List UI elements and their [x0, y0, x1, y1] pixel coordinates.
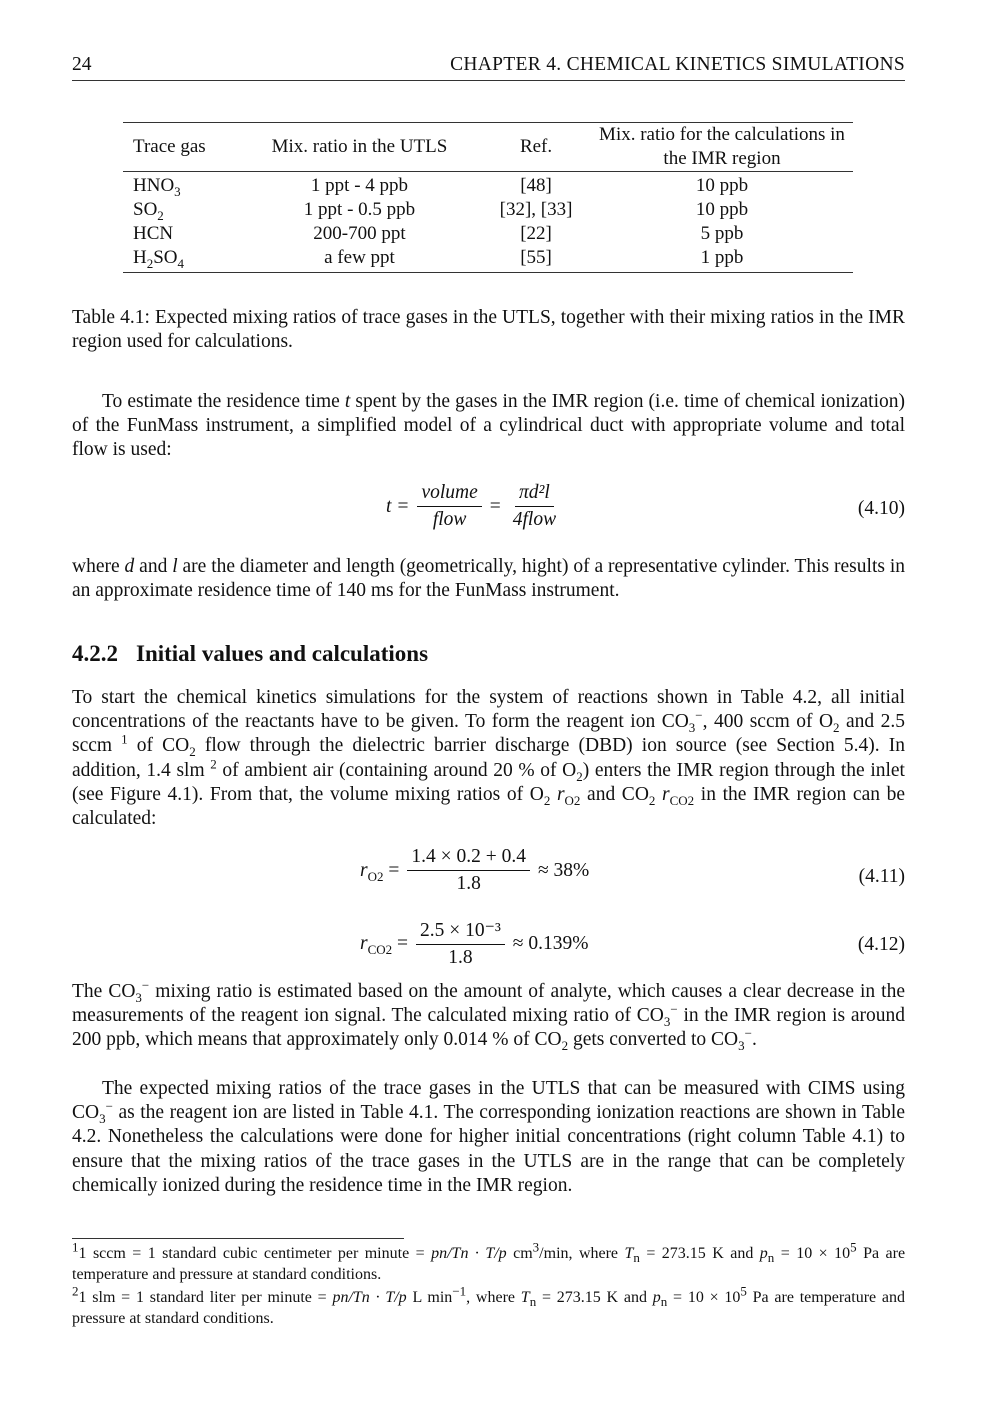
text-run: spent by the gases in the IMR region (i.e. time of chemical ionization) of the FunMass instrument, a simplified model of a cylindrical duct with appropriate volume and total flow is used:	[72, 391, 905, 461]
section-title: Initial values and calculations	[136, 641, 429, 666]
text-run: 2	[72, 1283, 79, 1299]
cell-calc: 1 ppb	[591, 246, 853, 273]
eq-lhs: t =	[386, 495, 410, 517]
text-run: of CO	[127, 735, 190, 757]
text-run: HNO	[133, 175, 175, 196]
text-run: The CO	[72, 981, 136, 1002]
text-run: 1 sccm = 1 standard cubic centimeter per minute =	[78, 1245, 432, 1262]
text-run: pn/Tn · T/p	[332, 1289, 407, 1306]
text-run: d	[124, 556, 135, 577]
text-run: To start the chemical kinetics simulations for the system of reactions shown in Table 4.2, all initial concentrations of the reactants have to be given. To form the reagent ion CO	[72, 687, 905, 733]
cell-utls: a few ppt	[238, 246, 481, 273]
table-caption	[72, 306, 905, 354]
text-run: , where	[466, 1289, 521, 1306]
text-run: where	[72, 556, 125, 577]
text-run: = 273.15 K and	[639, 1245, 760, 1262]
text-run: Table 4.1: Expected mixing ratios of trace gases in the UTLS, together with their mixing ratios in the IMR region used for calculations.	[72, 307, 905, 353]
col-header: Mix. ratio for the calculations in the IMR region	[591, 123, 853, 172]
text-run: and 2.5 sccm	[72, 711, 905, 757]
text-run: in the IMR region can be calculated:	[72, 783, 906, 830]
text-run: Pa are temperature and pressure at standard conditions.	[72, 1245, 906, 1283]
cell-ref: [55]	[481, 246, 591, 273]
text-run: 3	[738, 1038, 745, 1054]
text-run: n	[633, 1250, 640, 1266]
text-run: are the diameter and length (geometrically, hight) of a representative cylinder. This results in an approximate residence time of 140 ms for the FunMass instrument.	[72, 556, 905, 602]
eq-denominator: 1.8	[456, 873, 481, 894]
cell-ref: [22]	[520, 223, 552, 244]
text-run: −	[744, 1025, 752, 1041]
cell-utls: 1 ppt - 0.5 ppb	[303, 199, 416, 220]
text-run: of ambient air (containing around 20 % of O	[216, 759, 577, 781]
footnote-rule	[72, 1238, 404, 1239]
text-run: 5	[850, 1239, 857, 1255]
text-run: r	[662, 783, 670, 805]
text-run: 2	[157, 207, 164, 223]
text-run: in the IMR region is around 200 ppb, which means that approximately only 0.014 % of CO	[72, 1005, 905, 1051]
text-run: 2	[543, 792, 551, 808]
eq-rhs: ≈ 0.139%	[512, 932, 589, 954]
col-header: Trace gas	[123, 123, 238, 172]
equation-number: (4.10)	[857, 498, 905, 519]
eq-numerator: volume	[417, 482, 481, 507]
eq-rhs: ≈ 38%	[537, 859, 590, 881]
text-run	[550, 784, 557, 805]
text-run: −	[695, 707, 703, 723]
text-run: 3	[174, 183, 181, 199]
cell-gas	[123, 222, 238, 246]
eq-numerator: πd²l	[515, 482, 554, 507]
cell-calc: 5 ppb	[700, 223, 744, 244]
running-header	[72, 54, 905, 81]
text-run: T	[520, 1289, 530, 1306]
text-run: SO	[133, 199, 158, 220]
text-run: 2	[210, 756, 217, 772]
cell-calc: 10 ppb	[695, 175, 749, 196]
text-run: p	[759, 1245, 768, 1262]
section-number: 4.2.2	[72, 641, 118, 666]
equation-number: (4.12)	[857, 934, 905, 955]
text-run: n	[529, 1294, 537, 1310]
text-run: Pa are temperature and pressure at standard conditions.	[72, 1289, 906, 1327]
text-run: , 400 sccm of O	[702, 711, 834, 733]
chapter-title: CHAPTER 4. CHEMICAL KINETICS SIMULATIONS	[450, 54, 905, 75]
text-run: and CO	[580, 783, 649, 805]
text-run: L min	[406, 1289, 453, 1306]
text-run: 2	[833, 720, 840, 736]
text-run: T	[624, 1245, 634, 1262]
table-row	[123, 198, 853, 222]
text-run: mixing ratio is estimated based on the amount of analyte, which causes a clear decrease in the measurements of the reagent ion signal. The calculated mixing ratio of CO	[72, 981, 905, 1027]
text-run: p	[652, 1289, 661, 1306]
equation-number: (4.11)	[858, 866, 905, 887]
text-run: n	[660, 1294, 668, 1310]
table-row	[123, 172, 853, 199]
text-run: HCN	[133, 223, 174, 244]
equation-4-10	[386, 482, 568, 531]
text-run: l	[172, 556, 178, 577]
paragraph	[72, 686, 905, 831]
cell-calc: 10 ppb	[695, 199, 749, 220]
text-run: −1	[452, 1283, 467, 1299]
text-run: CO2	[669, 792, 695, 808]
text-run: and	[134, 556, 173, 577]
text-run: 2	[576, 768, 583, 784]
text-run: 1	[72, 1239, 79, 1255]
eq-denominator: flow	[432, 509, 467, 530]
text-run: = 10 × 10	[667, 1289, 741, 1306]
text-run: 3	[663, 1014, 671, 1030]
eq-denominator: 4flow	[512, 509, 557, 530]
eq-numerator: 2.5 × 10⁻³	[416, 918, 505, 945]
text-run: ) enters the IMR region through the inlet (see Figure 4.1). From that, the volume mixing ratios of O	[72, 759, 905, 805]
eq-lhs: $r_{O2}$	[360, 859, 384, 884]
text-run: The expected mixing ratios of the trace gases in the UTLS that can be measured with CIMS using CO	[72, 1078, 905, 1124]
cell-ref: [32], [33]	[499, 199, 573, 220]
eq-denominator: 1.8	[448, 947, 473, 968]
equation-4-12: $r_{CO2}$ = $\frac{\text{2.5 × 10⁻³}}{1.8}$ ≈ 0.139%	[360, 920, 589, 968]
section-heading	[72, 641, 446, 667]
text-run: .	[751, 1029, 757, 1051]
cell-utls: 1 ppt - 4 ppb	[310, 175, 409, 196]
text-run: H	[133, 247, 147, 268]
text-run: 4	[177, 255, 185, 271]
text-run: 2	[561, 1038, 569, 1054]
eq-equals: =	[489, 495, 501, 517]
text-run: 2	[648, 792, 656, 808]
footnote-2	[72, 1283, 906, 1329]
text-run: as the reagent ion are listed in Table 4.1. The corresponding ionization reactions are shown in Table 4.2. Nonetheless the calculations were done for higher initial concentrations (right column Table 4.1) to ensure that the mixing ratios of the trace gases in the UTLS are in the range that can be completely chemically ionized during the residence time in the IMR region.	[72, 1102, 905, 1196]
trace-gas-table	[123, 122, 853, 273]
cell-gas	[123, 172, 238, 199]
text-run: 2	[189, 744, 196, 760]
text-run: −	[141, 977, 150, 993]
page-number: 24	[72, 54, 92, 75]
text-run: pn/Tn · T/p	[431, 1245, 507, 1262]
eq-numerator: 1.4 × 0.2 + 0.4	[407, 846, 530, 871]
cell-ref: [48]	[520, 175, 552, 196]
text-run: To estimate the residence time	[102, 391, 345, 412]
col-header: Ref.	[481, 123, 591, 172]
text-run: cm	[506, 1245, 533, 1262]
text-run: gets converted to CO	[568, 1029, 739, 1051]
text-run: 3	[99, 1111, 106, 1127]
col-header: Mix. ratio in the UTLS	[238, 123, 481, 172]
text-run: SO	[153, 247, 178, 268]
cell-gas	[123, 198, 238, 222]
paragraph	[72, 1077, 905, 1198]
text-run: −	[670, 1001, 678, 1017]
text-run: n	[767, 1250, 775, 1266]
eq-lhs: $r_{CO2}$	[360, 932, 393, 957]
text-run: 3	[135, 989, 142, 1005]
text-run: t	[344, 391, 351, 412]
text-run: −	[105, 1098, 113, 1114]
text-run: 1 slm = 1 standard liter per minute =	[78, 1289, 333, 1306]
text-run: 3	[532, 1239, 540, 1255]
cell-gas	[123, 246, 238, 273]
text-run: O2	[564, 792, 581, 808]
text-run: = 273.15 K and	[536, 1289, 653, 1306]
table-row	[123, 222, 853, 246]
footnote-1	[72, 1239, 906, 1285]
text-run: /min, where	[539, 1245, 625, 1262]
text-run: = 10 × 10	[774, 1245, 851, 1262]
paragraph	[72, 390, 905, 463]
paragraph	[72, 977, 905, 1054]
table-row	[123, 246, 853, 273]
text-run: 5	[740, 1283, 747, 1299]
text-run: 1	[121, 731, 128, 747]
text-run: flow through the dielectric barrier discharge (DBD) ion source (see Section 5.4). In addition, 1.4 slm	[72, 735, 905, 781]
text-run: 3	[688, 720, 696, 736]
paragraph	[72, 555, 905, 603]
cell-utls: 200-700 ppt	[313, 223, 406, 244]
equation-4-11: $r_{O2}$ = $\frac{1.4 \times 0.2 + 0.4}{1.8}$ ≈ 38%	[360, 846, 590, 894]
text-run: r	[556, 783, 565, 805]
text-run: 2	[146, 255, 154, 271]
